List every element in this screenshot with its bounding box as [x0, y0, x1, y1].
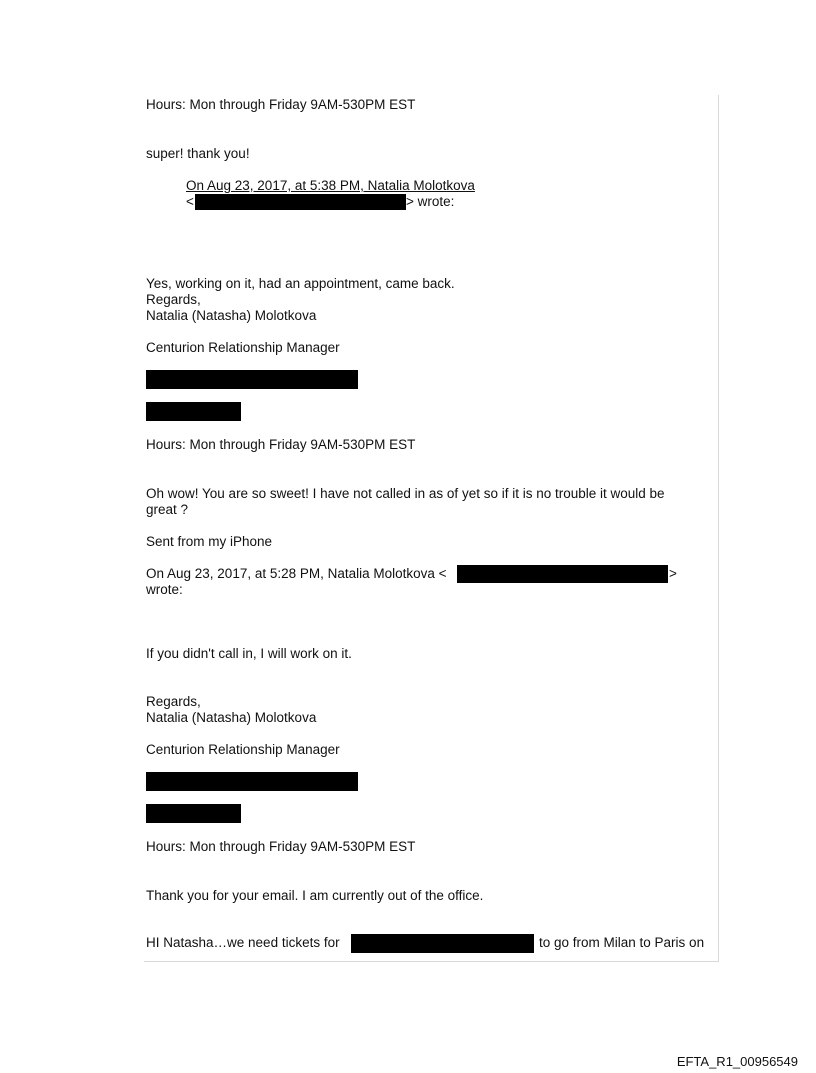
redacted-phone-bar: [146, 402, 241, 421]
bates-number: EFTA_R1_00956549: [676, 1054, 798, 1069]
quote-header-lt: <: [186, 194, 194, 209]
hours-line: Hours: Mon through Friday 9AM-530PM EST: [146, 97, 416, 112]
email-content-frame: [144, 95, 719, 962]
body-text: to go from Milan to Paris on: [539, 935, 705, 950]
body-text: great ?: [146, 502, 189, 517]
reply-text: super! thank you!: [146, 146, 250, 161]
signature-regards: Regards,: [146, 292, 201, 307]
body-text: HI Natasha…we need tickets for: [146, 935, 340, 950]
body-text: Yes, working on it, had an appointment, came back.: [146, 276, 455, 291]
redacted-contact-bar: [146, 370, 358, 389]
body-text: Oh wow! You are so sweet! I have not called in as of yet so if it is no trouble it would be: [146, 486, 665, 501]
signature-title: Centurion Relationship Manager: [146, 742, 340, 757]
body-text: If you didn't call in, I will work on it.: [146, 646, 352, 661]
quote-header-wrote: > wrote:: [406, 194, 455, 209]
quote-header-gt: >: [669, 566, 677, 581]
signature-title: Centurion Relationship Manager: [146, 340, 340, 355]
signature-name: Natalia (Natasha) Molotkova: [146, 710, 317, 725]
redacted-contact-bar: [146, 772, 358, 791]
quote-header-line: On Aug 23, 2017, at 5:28 PM, Natalia Molotkova <: [146, 566, 447, 581]
out-of-office-text: Thank you for your email. I am currently out of the office.: [146, 888, 484, 903]
hours-line: Hours: Mon through Friday 9AM-530PM EST: [146, 839, 416, 854]
sent-from-line: Sent from my iPhone: [146, 534, 273, 549]
redacted-names-bar: [351, 934, 534, 953]
hours-line: Hours: Mon through Friday 9AM-530PM EST: [146, 437, 416, 452]
quote-header-line: On Aug 23, 2017, at 5:38 PM, Natalia Molotkova: [186, 178, 475, 193]
signature-regards: Regards,: [146, 694, 201, 709]
redacted-email-bar: [195, 194, 406, 210]
signature-name: Natalia (Natasha) Molotkova: [146, 308, 317, 323]
redacted-phone-bar: [146, 804, 241, 823]
quote-header-wrote: wrote:: [146, 582, 183, 597]
redacted-email-bar: [457, 565, 668, 583]
